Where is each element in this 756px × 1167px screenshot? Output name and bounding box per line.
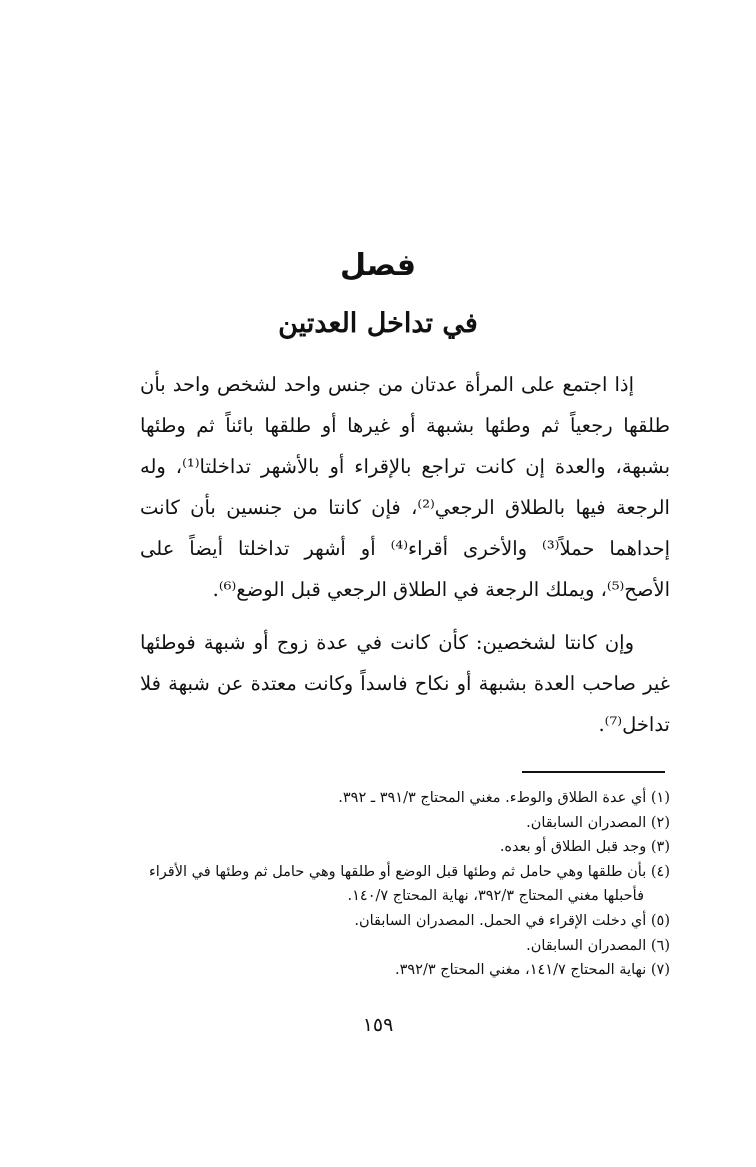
- footnote-6: (٦) المصدران السابقان.: [526, 937, 670, 954]
- footnote-7: (٧) نهاية المحتاج ١٤١/٧، مغني المحتاج ٣٩٢/٣.: [394, 962, 670, 979]
- footnote-3: (٣) وجد قبل الطلاق أو بعده.: [499, 839, 670, 856]
- chapter-heading: فصل: [340, 248, 416, 283]
- body-paragraph-2: وإن كانتا لشخصين: كأن كانت في عدة زوج أو شبهة فوطئها غير صاحب العدة بشبهة أو نكاح فاسداً وكانت معتدة عن شبهة فلا تداخل⁽⁷⁾.: [140, 631, 670, 736]
- footnote-1: (١) أي عدة الطلاق والوطء. مغني المحتاج ٣٩١/٣ ـ ٣٩٢.: [338, 790, 670, 806]
- footnote-4: (٤) بأن طلقها وهي حامل ثم وطئها قبل الوضع أو طلقها وهي حامل ثم وطئها في الأقراء فأحبلها مغني المحتاج ٣٩٢/٣، نهاية المحتاج ١٤٠/٧.: [148, 863, 670, 905]
- footnotes: [135, 786, 670, 983]
- footnote-5: (٥) أي دخلت الإقراء في الحمل. المصدران السابقان.: [354, 912, 670, 929]
- page-number: ١٥٩: [362, 1014, 394, 1036]
- footnote-separator: [522, 771, 665, 773]
- chapter-subheading: في تداخل العدتين: [278, 308, 478, 339]
- body-paragraph-1: إذا اجتمع على المرأة عدتان من جنس واحد لشخص واحد بأن طلقها رجعياً ثم وطئها بشبهة أو غيرها أو طلقها بائناً ثم وطئها بشبهة، والعدة إن كانت تراجع بالإقراء أو بالأشهر تداخلتا⁽¹⁾، وله الرجعة فيها بالطلاق الرجعي⁽²⁾، فإن كانتا من جنسين بأن كانت إحداهما حملاً⁽³⁾ والأخرى أقراء⁽⁴⁾ أو أشهر تداخلتا أيضاً على الأصح⁽⁵⁾، ويملك الرجعة في الطلاق الرجعي قبل الوضع⁽⁶⁾.: [140, 373, 671, 601]
- footnote-2: (٢) المصدران السابقان.: [526, 814, 670, 831]
